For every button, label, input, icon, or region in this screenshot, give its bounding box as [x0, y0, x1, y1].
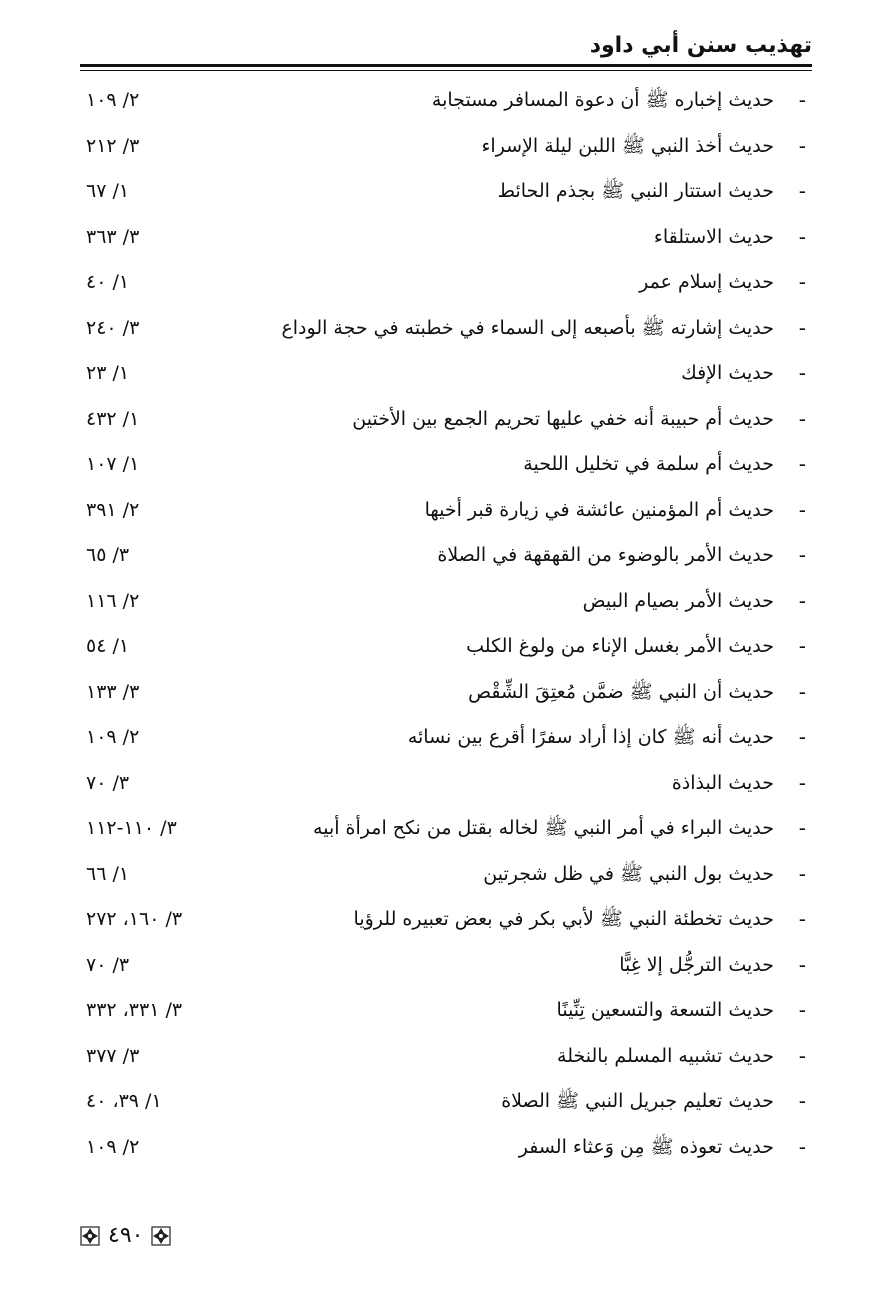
- index-entry: [80, 670, 812, 716]
- entry-dash: -: [798, 725, 806, 749]
- floral-ornament-icon: [151, 1226, 171, 1246]
- entry-reference: ١/ ١٠٧: [86, 453, 140, 475]
- entry-reference: ٣/ ٣٦٣: [86, 225, 140, 248]
- entry-title: حديث الأمر بالوضوء من القهقهة في الصلاة: [437, 544, 774, 566]
- entry-title: حديث أن النبي ﷺ ضمَّن مُعتِقَ الشِّقْص: [468, 680, 774, 703]
- entry-reference: ٢/ ٣٩١: [86, 498, 140, 521]
- index-entry: [80, 579, 812, 625]
- entry-dash: -: [798, 270, 806, 294]
- entry-dash: -: [798, 634, 806, 658]
- index-entry: [80, 260, 812, 306]
- index-entry: [80, 1125, 812, 1171]
- index-entry: [80, 806, 812, 852]
- entry-title: حديث إسلام عمر: [639, 271, 774, 293]
- entry-reference: ٣/ ١٣٣: [86, 680, 140, 703]
- index-entry: [80, 306, 812, 352]
- entry-title: حديث البراء في أمر النبي ﷺ لخاله بقتل من نكح امرأة أبيه: [313, 817, 774, 839]
- index-entry: [80, 715, 812, 761]
- page-footer: [80, 1222, 171, 1250]
- entry-title: حديث الأمر بصيام البيض: [582, 589, 774, 612]
- entry-dash: -: [798, 1134, 806, 1159]
- entry-dash: -: [798, 179, 806, 203]
- entry-reference: ٣/ ٦٥: [86, 544, 130, 566]
- index-entry: [80, 1034, 812, 1080]
- entry-title: حديث أم حبيبة أنه خفي عليها تحريم الجمع بين الأختين: [352, 407, 774, 430]
- entry-dash: -: [798, 907, 806, 931]
- entry-reference: ٣/ ١٦٠، ٢٧٢: [86, 908, 183, 930]
- entry-reference: ٣/ ٧٠: [86, 953, 130, 976]
- entry-dash: -: [798, 861, 806, 886]
- index-entry: [80, 624, 812, 670]
- entry-dash: -: [798, 1089, 806, 1113]
- entry-title: حديث إخباره ﷺ أن دعوة المسافر مستجابة: [431, 89, 774, 111]
- entry-reference: ١/ ٤٣٢: [86, 407, 140, 430]
- entry-dash: -: [798, 952, 806, 977]
- entry-reference: ٣/ ٧٠: [86, 771, 130, 794]
- entry-title: حديث بول النبي ﷺ في ظل شجرتين: [483, 862, 774, 885]
- entry-reference: ٣/ ٣٣١، ٣٣٢: [86, 999, 183, 1021]
- entry-reference: ٢/ ١١٦: [86, 589, 140, 612]
- index-entry: [80, 988, 812, 1034]
- index-entry: [80, 533, 812, 579]
- entry-title: حديث تعليم جبريل النبي ﷺ الصلاة: [501, 1090, 774, 1112]
- entry-reference: ١/ ٥٤: [86, 635, 130, 657]
- index-entry: [80, 761, 812, 807]
- entry-dash: -: [798, 998, 806, 1022]
- entry-dash: -: [798, 406, 806, 431]
- index-entry: [80, 943, 812, 989]
- floral-ornament-icon: [80, 1226, 100, 1246]
- entry-reference: ١/ ٣٩، ٤٠: [86, 1090, 162, 1112]
- entry-title: حديث استتار النبي ﷺ بجذم الحائط: [497, 180, 774, 202]
- entry-dash: -: [798, 497, 806, 522]
- index-entry: [80, 351, 812, 397]
- page-header: [80, 30, 812, 66]
- entry-title: حديث الإفك: [681, 362, 774, 384]
- entry-dash: -: [798, 770, 806, 795]
- index-entry: [80, 897, 812, 943]
- entry-dash: -: [798, 679, 806, 704]
- index-entry: [80, 78, 812, 124]
- entry-dash: -: [798, 133, 806, 158]
- index-entry: [80, 124, 812, 170]
- hadith-index-list: [80, 78, 812, 1170]
- index-entry: [80, 488, 812, 534]
- header-rule-thin: [80, 70, 812, 71]
- entry-reference: ١/ ٢٣: [86, 362, 130, 384]
- entry-reference: ٣/ ٢١٢: [86, 134, 140, 157]
- entry-title: حديث أم سلمة في تخليل اللحية: [523, 453, 774, 475]
- entry-reference: ٢/ ١٠٩: [86, 726, 140, 748]
- entry-reference: ١/ ٦٧: [86, 180, 130, 202]
- entry-dash: -: [798, 224, 806, 249]
- entry-title: حديث البذاذة: [671, 771, 774, 794]
- entry-reference: ١/ ٤٠: [86, 271, 130, 293]
- index-entry: [80, 397, 812, 443]
- index-entry: [80, 852, 812, 898]
- entry-dash: -: [798, 452, 806, 476]
- entry-dash: -: [798, 1043, 806, 1068]
- entry-title: حديث الترجُّل إلا غِبًّا: [619, 953, 774, 976]
- index-entry: [80, 1079, 812, 1125]
- entry-dash: -: [798, 315, 806, 340]
- entry-title: حديث الأمر بغسل الإناء من ولوغ الكلب: [466, 635, 774, 657]
- entry-title: حديث أخذ النبي ﷺ اللبن ليلة الإسراء: [481, 134, 774, 157]
- entry-dash: -: [798, 361, 806, 385]
- entry-dash: -: [798, 88, 806, 112]
- entry-dash: -: [798, 588, 806, 613]
- index-entry: [80, 169, 812, 215]
- entry-title: حديث إشارته ﷺ بأصبعه إلى السماء في خطبته في حجة الوداع: [281, 316, 774, 339]
- entry-reference: ٣/ ٢٤٠: [86, 316, 140, 339]
- entry-dash: -: [798, 543, 806, 567]
- entry-title: حديث تخطئة النبي ﷺ لأبي بكر في بعض تعبيره للرؤيا: [353, 908, 774, 930]
- entry-title: حديث تشبيه المسلم بالنخلة: [557, 1044, 774, 1067]
- entry-reference: ٢/ ١٠٩: [86, 1135, 140, 1158]
- index-entry: [80, 215, 812, 261]
- entry-title: حديث أنه ﷺ كان إذا أراد سفرًا أقرع بين نسائه: [407, 726, 774, 748]
- header-rule-thick: [80, 64, 812, 67]
- entry-title: حديث أم المؤمنين عائشة في زيارة قبر أخيها: [424, 498, 774, 521]
- entry-title: حديث تعوذه ﷺ مِن وَعثاء السفر: [518, 1135, 774, 1158]
- entry-title: حديث الاستلقاء: [653, 225, 774, 248]
- entry-title: حديث التسعة والتسعين تِنِّينًا: [556, 999, 774, 1021]
- page-number: ٤٩٠: [108, 1223, 144, 1248]
- index-entry: [80, 442, 812, 488]
- entry-reference: ٣/ ١١٠-١١٢: [86, 817, 177, 839]
- entry-reference: ٢/ ١٠٩: [86, 89, 140, 111]
- entry-reference: ٣/ ٣٧٧: [86, 1044, 140, 1067]
- entry-reference: ١/ ٦٦: [86, 862, 130, 885]
- running-header-title: تهذيب سنن أبي داود: [589, 33, 812, 58]
- entry-dash: -: [798, 816, 806, 840]
